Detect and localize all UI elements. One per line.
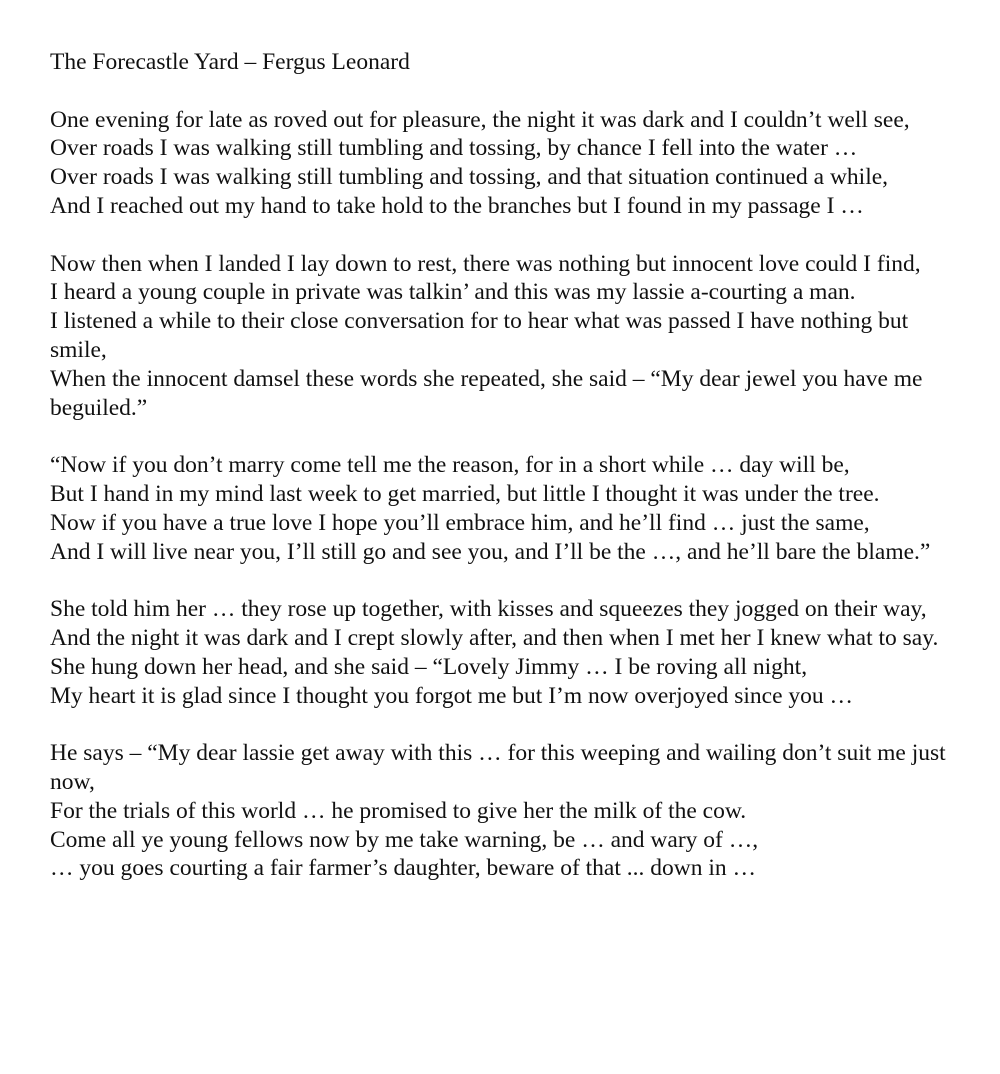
document-page — [50, 48, 950, 912]
stanza-line: She hung down her head, and she said – “Lovely Jimmy … I be roving all night, — [50, 653, 808, 680]
stanza-line: Over roads I was walking still tumbling and tossing, and that situation continued a while, — [50, 164, 889, 191]
stanza-line: For the trials of this world … he promised to give her the milk of the cow. — [50, 797, 747, 824]
stanza-line: She told him her … they rose up together, with kisses and squeezes they jogged on their way, — [50, 596, 927, 623]
stanza-line: And I will live near you, I’ll still go and see you, and I’ll be the …, and he’ll bare the blame.” — [50, 538, 931, 565]
stanza-line: When the innocent damsel these words she repeated, she said – “My dear jewel you have me beguiled.” — [50, 365, 923, 421]
stanza-line: But I hand in my mind last week to get married, but little I thought it was under the tree. — [50, 480, 880, 507]
stanza-line: Come all ye young fellows now by me take warning, be … and wary of …, — [50, 826, 759, 853]
stanza-line: I heard a young couple in private was talkin’ and this was my lassie a-courting a man. — [50, 279, 856, 306]
stanza-line: And I reached out my hand to take hold to the branches but I found in my passage I … — [50, 192, 864, 219]
stanza-4 — [50, 595, 950, 710]
stanza-line: My heart it is glad since I thought you forgot me but I’m now overjoyed since you … — [50, 682, 853, 709]
stanza-line: Now if you have a true love I hope you’ll embrace him, and he’ll find … just the same, — [50, 509, 870, 536]
stanza-3 — [50, 451, 950, 566]
stanza-line: And the night it was dark and I crept slowly after, and then when I met her I knew what to say. — [50, 624, 939, 651]
song-title: The Forecastle Yard – Fergus Leonard — [50, 49, 410, 75]
stanza-line: … you goes courting a fair farmer’s daughter, beware of that ... down in … — [50, 855, 757, 882]
stanza-line: “Now if you don’t marry come tell me the reason, for in a short while … day will be, — [50, 452, 850, 479]
stanza-1 — [50, 106, 950, 221]
stanza-line: Now then when I landed I lay down to rest, there was nothing but innocent love could I find, — [50, 250, 921, 277]
stanza-line: I listened a while to their close conversation for to hear what was passed I have nothing but smile, — [50, 308, 909, 363]
stanza-5 — [50, 739, 950, 883]
stanza-line: One evening for late as roved out for pleasure, the night it was dark and I couldn’t well see, — [50, 106, 910, 133]
stanza-2 — [50, 250, 950, 423]
stanza-line: He says – “My dear lassie get away with this … for this weeping and wailing don’t suit me just now, — [50, 740, 946, 795]
stanza-line: Over roads I was walking still tumbling and tossing, by chance I fell into the water … — [50, 135, 858, 162]
